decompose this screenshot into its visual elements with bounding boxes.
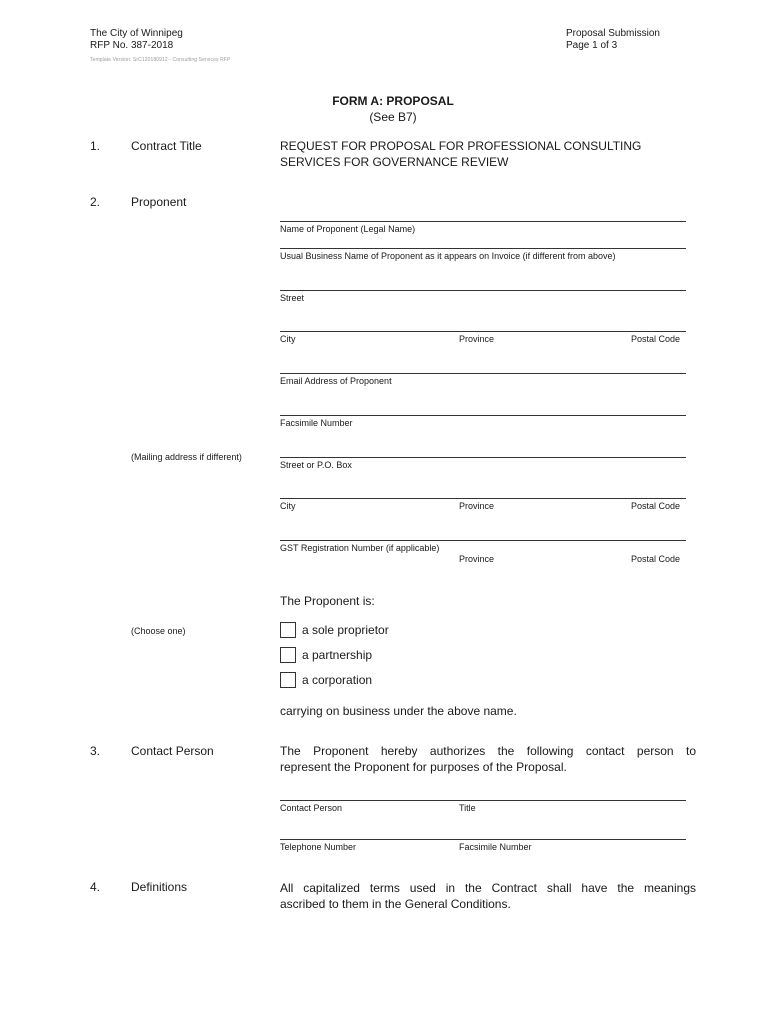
postal-code-caption-3: Postal Code <box>631 554 681 564</box>
header-proposal-submission: Proposal Submission <box>566 28 660 39</box>
postal-code-caption: Postal Code <box>631 334 681 344</box>
header-rfp-number: RFP No. 387-2018 <box>90 40 174 51</box>
city-caption-2: City <box>280 501 296 511</box>
proponent-is-label: The Proponent is: <box>280 594 375 608</box>
form-subtitle: (See B7) <box>369 110 417 124</box>
choose-one-label: (Choose one) <box>131 626 186 636</box>
province-caption: Province <box>459 334 495 344</box>
province-caption-3: Province <box>459 554 495 564</box>
sole-proprietor-label: a sole proprietor <box>302 623 389 637</box>
street-po-line[interactable] <box>280 457 686 458</box>
telephone-caption: Telephone Number <box>280 842 357 852</box>
mailing-address-label <box>131 448 242 463</box>
city-caption: City <box>280 334 296 344</box>
contact-person-caption: Contact Person <box>280 803 343 813</box>
section-3-number: 3. <box>90 744 101 758</box>
street-line[interactable] <box>280 290 686 291</box>
contact-person-line[interactable] <box>280 800 686 801</box>
definitions-text-line2: ascribed to them in the General Conditions. <box>280 897 511 911</box>
gst-caption: GST Registration Number (if applicable) <box>280 543 440 553</box>
title-caption: Title <box>459 803 476 813</box>
sole-proprietor-checkbox[interactable] <box>280 622 296 638</box>
contact-text-line1: The Proponent hereby authorizes the following contact person to <box>280 744 696 758</box>
street-caption: Street <box>280 293 305 303</box>
definitions-text-line1: All capitalized terms used in the Contract shall have the meanings <box>280 881 696 895</box>
header-city: The City of Winnipeg <box>90 28 183 39</box>
contract-title-line1: REQUEST FOR PROPOSAL FOR PROFESSIONAL CONSULTING <box>280 139 642 153</box>
contract-title-line2: SERVICES FOR GOVERNANCE REVIEW <box>280 155 509 169</box>
partnership-label: a partnership <box>302 648 373 662</box>
telephone-fax-line[interactable] <box>280 839 686 840</box>
section-4-number: 4. <box>90 880 101 894</box>
header-page-number: Page 1 of 3 <box>566 40 618 51</box>
province-caption-2: Province <box>459 501 495 511</box>
carrying-on-business-text: carrying on business under the above name. <box>280 704 517 718</box>
business-name-caption: Usual Business Name of Proponent as it appears on Invoice (if different from above) <box>280 251 616 261</box>
contact-text-line2: represent the Proponent for purposes of the Proposal. <box>280 760 567 774</box>
city-province-postal-line-2[interactable] <box>280 498 686 499</box>
corporation-checkbox[interactable] <box>280 672 296 688</box>
email-line[interactable] <box>280 373 686 374</box>
section-4-label: Definitions <box>131 880 188 894</box>
postal-code-caption-2: Postal Code <box>631 501 681 511</box>
corporation-label: a corporation <box>302 673 373 687</box>
name-legal-caption: Name of Proponent (Legal Name) <box>280 224 416 234</box>
section-3-label: Contact Person <box>131 744 214 758</box>
partnership-checkbox[interactable] <box>280 647 296 663</box>
email-caption: Email Address of Proponent <box>280 376 392 386</box>
gst-line[interactable] <box>280 540 686 541</box>
section-1-label: Contract Title <box>131 139 202 153</box>
name-legal-line[interactable] <box>280 221 686 222</box>
fax-caption: Facsimile Number <box>280 418 353 428</box>
form-title: FORM A: PROPOSAL <box>332 94 454 108</box>
contact-fax-caption: Facsimile Number <box>459 842 532 852</box>
city-province-postal-line[interactable] <box>280 331 686 332</box>
fax-line[interactable] <box>280 415 686 416</box>
business-name-line[interactable] <box>280 248 686 249</box>
street-po-caption: Street or P.O. Box <box>280 460 352 470</box>
section-2-label: Proponent <box>131 195 187 209</box>
section-1-number: 1. <box>90 139 101 153</box>
mailing-label-text: (Mailing address if different) <box>131 452 242 462</box>
header-template-version: Template Version: SrC120180912 - Consulting Services RFP <box>90 57 231 63</box>
section-2-number: 2. <box>90 195 101 209</box>
